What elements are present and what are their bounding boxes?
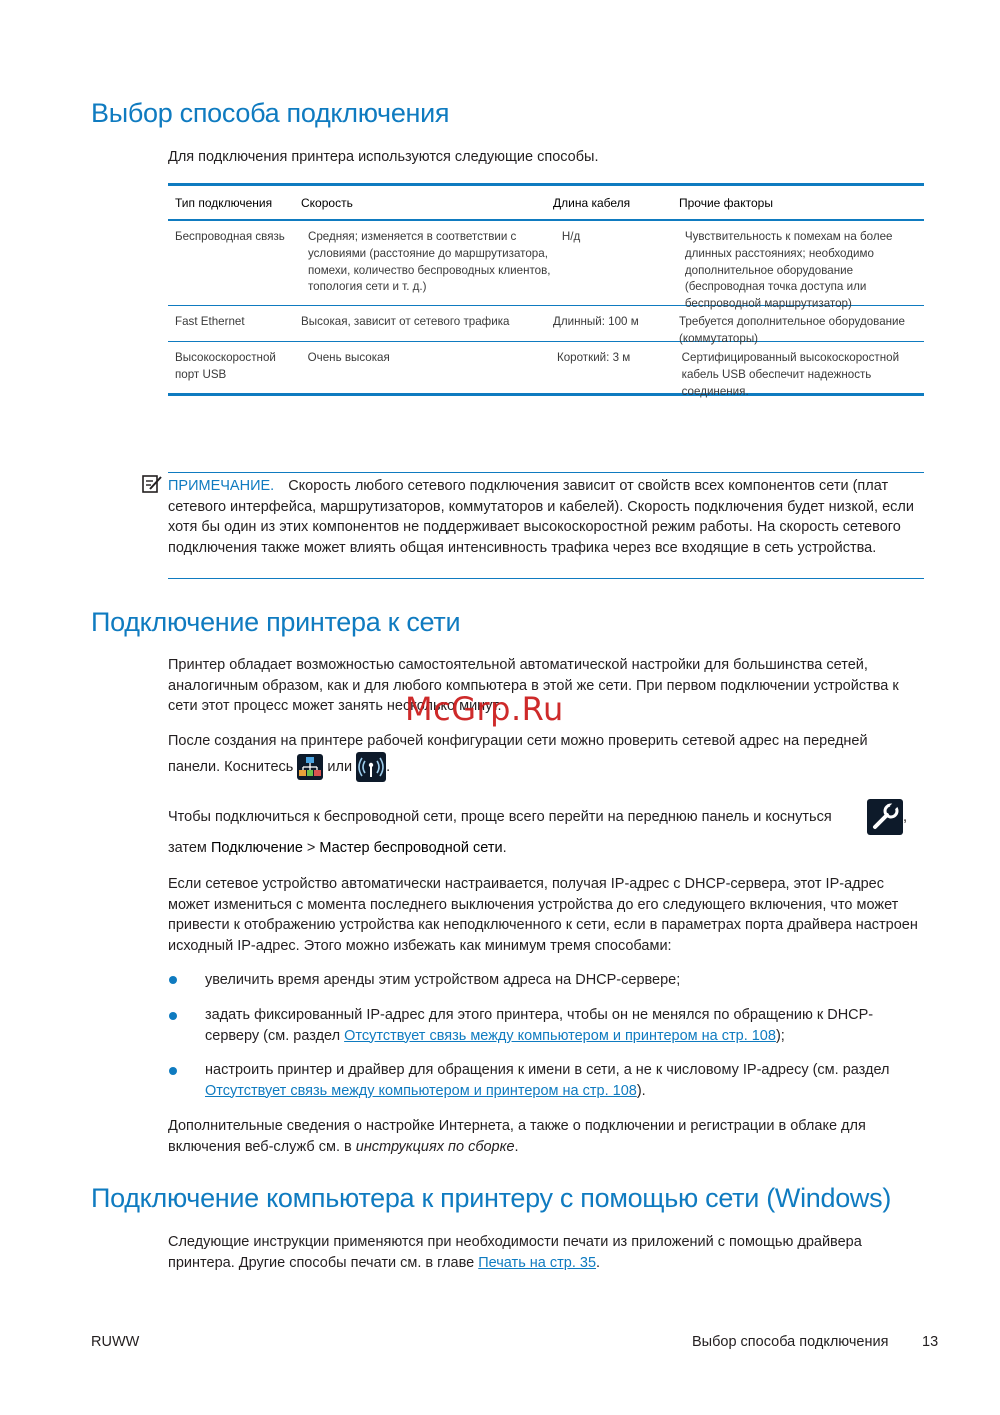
table-cell: Сертифицированный высокоскоростной кабель USB обеспечит надежность соединения. (681, 351, 900, 398)
table-cell: Высокоскоростной порт USB (175, 351, 276, 381)
troubleshoot-link[interactable]: Отсутствует связь между компьютером и принтером на стр. 108 (205, 1082, 637, 1099)
paragraph: Если сетевое устройство автоматически настраивается, получая IP-адрес с DHCP-сервера, этот IP-адрес может измениться с момента последнего выключения устройства до его следующего включения, что может привести к отображению устройства как неподключенного к сети, если в параметрах порта драйвера настроен исходный IP-адрес. Этого можно избежать как минимум тремя способами: (168, 876, 918, 954)
table-cell: Н/д (561, 230, 581, 243)
footer-section: Выбор способа подключения (692, 1334, 889, 1350)
text: задать фиксированный IP-адрес для этого принтера, чтобы он не менялся по обращению к DHCP-серверу (см. раздел (205, 1007, 874, 1044)
text: , (903, 809, 908, 825)
table-row (168, 342, 924, 398)
bullet-icon (168, 1066, 178, 1076)
section-intro: Для подключения принтера используются следующие способы. (168, 149, 599, 165)
note-label: ПРИМЕЧАНИЕ. (168, 478, 275, 494)
wrench-icon[interactable] (867, 799, 903, 835)
bullet-icon (168, 975, 178, 985)
list-item (205, 1005, 920, 1046)
page-number: 13 (922, 1334, 939, 1350)
table-header-cell: Длина кабеля (553, 195, 631, 210)
section-title-windows-network: Подключение компьютера к принтеру с помощью сети (Windows) (91, 1183, 892, 1213)
note-bottom-rule (168, 578, 924, 579)
table-cell: Очень высокая (307, 351, 390, 364)
list-item: увеличить время аренды этим устройством адреса на DHCP-сервере; (205, 972, 681, 988)
table-cell: Длинный: 100 м (553, 315, 639, 328)
text: ); (775, 1027, 785, 1044)
table-cell: Чувствительность к помехам на более длинных расстояниях; необходимо дополнительное оборудование (беспроводная точка доступа или беспроводной маршрутизатор) (684, 230, 893, 311)
note-text: Скорость любого сетевого подключения зависит от свойств всех компонентов сети (плат сетевого интерфейса, маршрутизаторов, коммутаторов и кабелей). Скорость подключения будет низкой, если хотя бы один из этих компонентов не поддерживает высокоскоростной режим работы. На скорость сетевого подключения также может влиять общая интенсивность трафика через все входящие в сеть устройства. (168, 478, 914, 556)
table-row (168, 221, 924, 311)
table-cell: Высокая, зависит от сетевого трафика (301, 315, 510, 328)
wireless-icon[interactable] (356, 752, 386, 782)
paragraph (168, 1116, 923, 1157)
text: настроить принтер и драйвер для обращения к имени в сети, а не к числовому IP-адресу (см. раздел (205, 1062, 890, 1078)
table-header-cell: Тип подключения (175, 195, 273, 210)
text: . (514, 1138, 519, 1155)
table-cell: Средняя; изменяется в соответствии с условиями (расстояние до маршрутизатора, помехи, количество беспроводных клиентов, топология сети и т. д.) (307, 230, 551, 294)
table-cell: Fast Ethernet (175, 315, 245, 328)
text: ). (636, 1082, 646, 1099)
text: . (596, 1254, 601, 1271)
text: > (306, 840, 316, 856)
watermark: McGrp.Ru (405, 690, 564, 728)
paragraph: Принтер обладает возможностью самостоятельной автоматической настройки для большинства сетей, аналогичным образом, как и для любого компьютера в этой же сети. При первом подключении устройства к сети этот процесс может занять несколько минут. (168, 657, 899, 714)
paragraph (168, 1232, 923, 1273)
bullet-icon (168, 1011, 178, 1021)
list-item (205, 1060, 920, 1101)
paragraph: Чтобы подключиться к беспроводной сети, проще всего перейти на переднюю панель и коснуться (168, 809, 832, 825)
section-title-connection-method: Выбор способа подключения (91, 98, 450, 128)
note-top-rule (168, 472, 924, 473)
text: или (327, 758, 353, 775)
text: . (386, 758, 391, 775)
note-paragraph (168, 476, 924, 558)
text: затем (168, 840, 207, 856)
print-chapter-link[interactable]: Печать на стр. 35 (478, 1254, 597, 1271)
table-header-cell: Скорость (301, 195, 353, 210)
network-icon[interactable] (297, 754, 323, 780)
paragraph: После создания на принтере рабочей конфигурации сети можно проверить сетевой адрес на передней (168, 733, 868, 749)
table-cell: Беспроводная связь (175, 230, 285, 243)
text: Дополнительные сведения о настройке Интернета, а также о подключении и регистрации в облаке для включения веб-служб см. в (168, 1118, 866, 1155)
footer-left: RUWW (91, 1334, 140, 1350)
paragraph-with-icons (168, 752, 923, 782)
table-header-cell: Прочие факторы (679, 195, 773, 210)
table-cell: Требуется дополнительное оборудование (коммутаторы) (679, 315, 905, 345)
connection-table (168, 183, 924, 396)
table-cell: Короткий: 3 м (556, 351, 631, 364)
section-title-printer-network: Подключение принтера к сети (91, 607, 461, 637)
paragraph (168, 838, 923, 859)
text: панели. Коснитесь (168, 758, 294, 775)
note-icon (141, 474, 163, 494)
table-header-row (168, 186, 924, 221)
menu-connection: Подключение (210, 840, 303, 856)
text: Следующие инструкции применяются при необходимости печати из приложений с помощью драйвера принтера. Другие способы печати см. в главе (168, 1234, 862, 1271)
table-row (168, 306, 924, 345)
text-italic: инструкциях по сборке (355, 1138, 515, 1155)
troubleshoot-link[interactable]: Отсутствует связь между компьютером и принтером на стр. 108 (344, 1027, 776, 1044)
menu-wireless-wizard: Мастер беспроводной сети (319, 840, 503, 856)
text: . (502, 840, 507, 856)
